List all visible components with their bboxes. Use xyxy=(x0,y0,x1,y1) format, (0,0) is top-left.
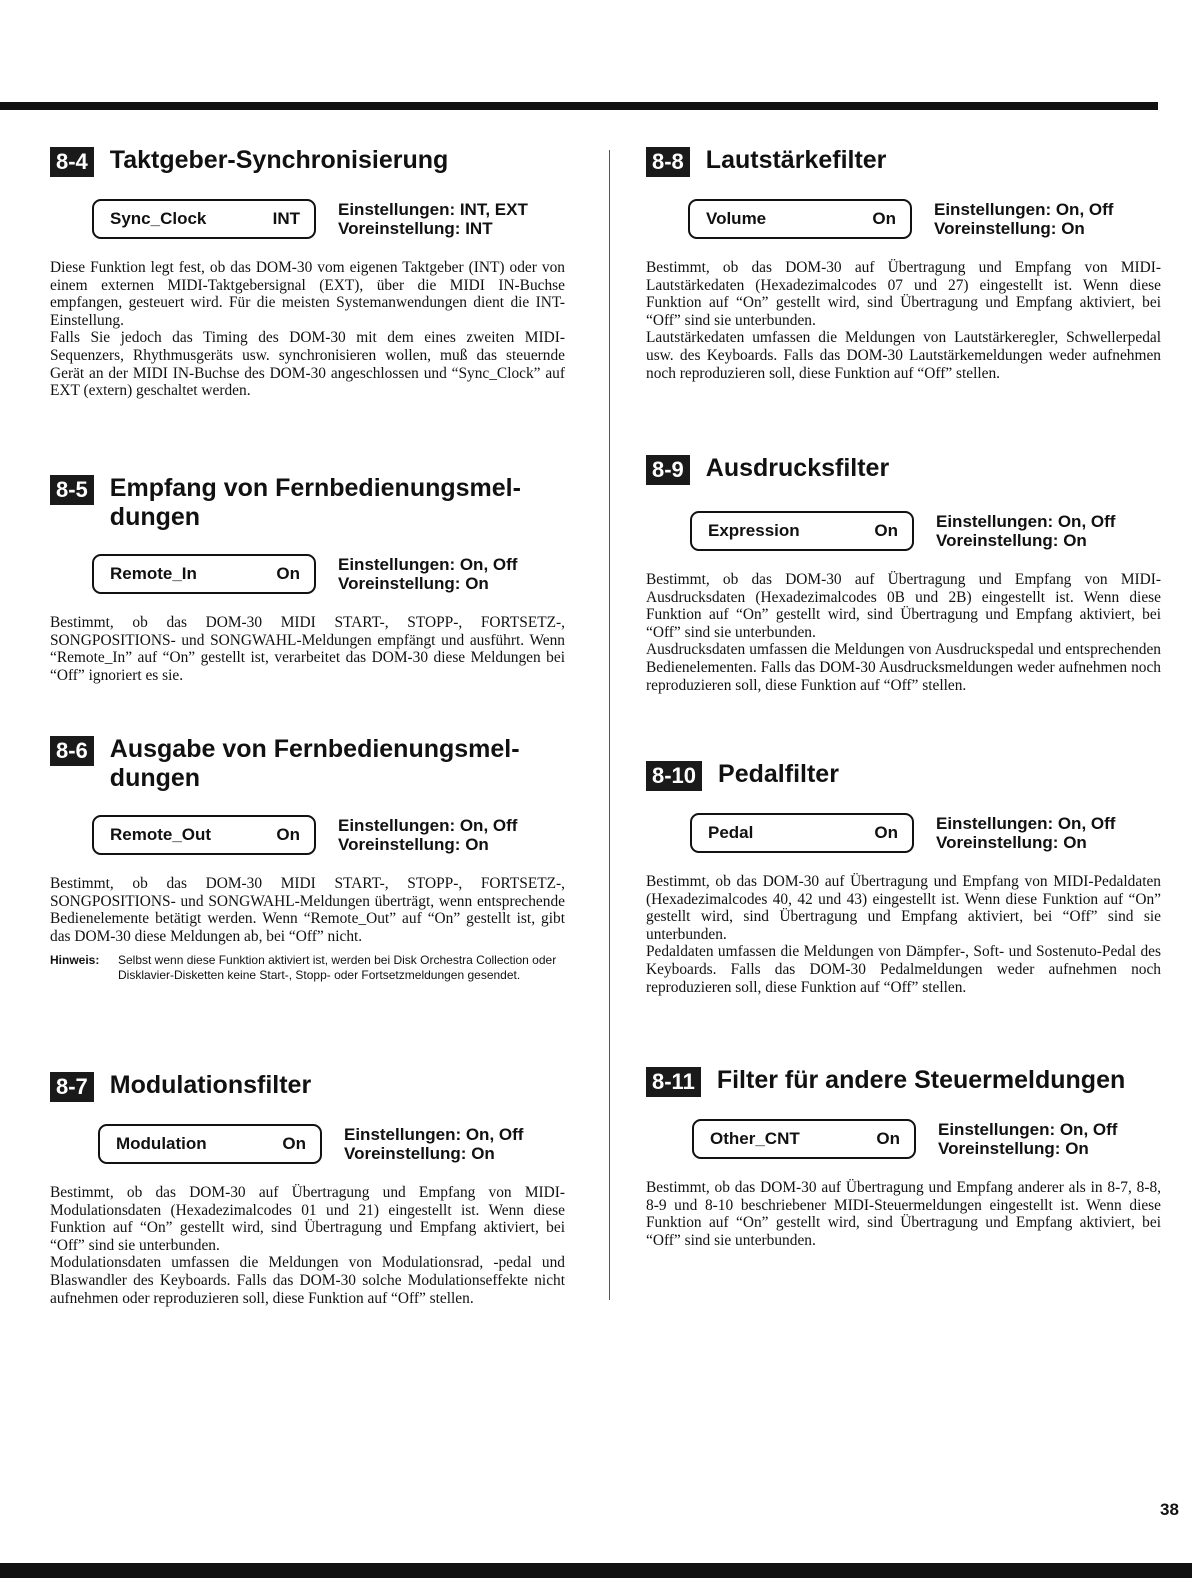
paragraph: Ausdrucksdaten umfassen die Meldungen von Ausdruckspedal und entsprechenden Bedienelementen. Falls das DOM-30 Ausdrucksmeldungen weder aufnehmen noch reproduzieren soll, diese Funktion auf “Off” stellen. xyxy=(646,641,1161,694)
setting-row xyxy=(92,815,565,855)
section-title: Ausgabe von Fernbedienungsmel- dungen xyxy=(109,735,520,792)
settings-info xyxy=(934,200,1113,238)
section-number-badge: 8-4 xyxy=(50,147,94,177)
lcd-value: On xyxy=(874,823,898,842)
bottom-rule xyxy=(0,1563,1192,1578)
section-body xyxy=(646,259,1161,382)
note-text: Selbst wenn diese Funktion aktiviert ist, werden bei Disk Orchestra Collection oder Disklavier-Disketten keine Start-, Stopp- oder Fortsetzmeldungen gesendet. xyxy=(118,953,557,983)
section-heading xyxy=(50,146,565,177)
lcd-parameter: Other_CNT xyxy=(710,1129,800,1148)
settings-options: Einstellungen: On, Off xyxy=(938,1120,1118,1139)
section-heading xyxy=(50,735,565,793)
settings-options: Einstellungen: On, Off xyxy=(338,555,518,574)
section-8-8 xyxy=(646,146,1161,382)
settings-options: Einstellungen: On, Off xyxy=(934,200,1114,219)
lcd-parameter: Remote_In xyxy=(110,564,197,583)
lcd-parameter: Remote_Out xyxy=(110,825,212,844)
setting-row xyxy=(92,554,565,594)
section-body xyxy=(50,875,565,945)
section-body xyxy=(50,614,565,684)
section-title: Filter für andere Steuermeldungen xyxy=(716,1066,1126,1094)
section-title: Taktgeber-Synchronisierung xyxy=(109,146,449,174)
setting-row xyxy=(98,1124,565,1164)
settings-options: Einstellungen: On, Off xyxy=(338,816,518,835)
section-8-6 xyxy=(50,735,565,983)
section-title: Empfang von Fernbedienungsmel- dungen xyxy=(109,474,521,531)
settings-info xyxy=(344,1125,523,1163)
paragraph: Diese Funktion legt fest, ob das DOM-30 vom eigenen Taktgeber (INT) oder von einem externen MIDI-Taktgebersignal (EXT), über die MIDI IN-Buchse empfangen, gesteuert wird. Für die meisten Systemanwendungen dient die INT-Einstellung. xyxy=(50,259,565,329)
section-heading xyxy=(50,1071,565,1102)
section-number-badge: 8-10 xyxy=(646,761,702,791)
section-title: Modulationsfilter xyxy=(109,1071,312,1099)
paragraph: Bestimmt, ob das DOM-30 MIDI START-, STOPP-, FORTSETZ-, SONGPOSITIONS- und SONGWAHL-Meldungen überträgt, wenn entsprechende Bedienelemente betätigt werden. Wenn “Remote_Out” auf “On” gestellt ist, gibt das DOM-30 diese Meldungen ab, bei “Off” nicht. xyxy=(50,875,565,945)
section-8-5 xyxy=(50,474,565,684)
section-8-11 xyxy=(646,1066,1161,1249)
paragraph: Bestimmt, ob das DOM-30 auf Übertragung und Empfang anderer als in 8-7, 8-8, 8-9 und 8-10 beschriebener MIDI-Steuermeldungen eingestellt ist. Wenn diese Funktion auf “On” gestellt wird, sind Übertragung und Empfang aktiviert, bei “Off” sind sie unterbunden. xyxy=(646,1179,1161,1249)
settings-options: Einstellungen: On, Off xyxy=(936,512,1116,531)
section-title: Pedalfilter xyxy=(718,760,839,788)
lcd-value: On xyxy=(276,825,300,844)
settings-info xyxy=(338,555,517,593)
section-heading xyxy=(50,474,565,532)
paragraph: Bestimmt, ob das DOM-30 auf Übertragung und Empfang von MIDI-Ausdrucksdaten (Hexadezimalcodes 0B und 2B) eingestellt ist. Wenn diese Funktion auf “On” gestellt wird, sind Übertragung und Empfang aktiviert, bei “Off” sind sie unterbunden. xyxy=(646,571,1161,641)
setting-row xyxy=(690,813,1161,853)
setting-row xyxy=(692,1119,1161,1159)
settings-options: Einstellungen: On, Off xyxy=(344,1125,524,1144)
default-setting: Voreinstellung: On xyxy=(936,833,1087,852)
section-8-10 xyxy=(646,760,1161,996)
settings-info xyxy=(338,200,528,238)
default-setting: Voreinstellung: On xyxy=(934,219,1085,238)
section-body xyxy=(646,571,1161,694)
paragraph: Falls Sie jedoch das Timing des DOM-30 mit dem eines zweiten MIDI-Sequenzers, Rhythmusgeräts usw. synchronisieren wollen, muß das steuernde Gerät an der MIDI IN-Buchse des DOM-30 angeschlossen und “Sync_Clock” auf EXT (extern) geschaltet werden. xyxy=(50,329,565,400)
default-setting: Voreinstellung: On xyxy=(338,574,489,593)
section-heading xyxy=(646,1066,1161,1097)
lcd-display xyxy=(690,813,914,853)
setting-row xyxy=(92,199,565,239)
lcd-parameter: Pedal xyxy=(708,823,754,842)
settings-info xyxy=(938,1120,1117,1158)
default-setting: Voreinstellung: On xyxy=(344,1144,495,1163)
section-number-badge: 8-6 xyxy=(50,736,94,766)
lcd-value: INT xyxy=(272,209,300,228)
section-8-7 xyxy=(50,1071,565,1307)
section-number-badge: 8-5 xyxy=(50,475,94,505)
lcd-display xyxy=(690,511,914,551)
section-body xyxy=(50,1184,565,1307)
lcd-display xyxy=(92,554,316,594)
section-8-4 xyxy=(50,146,565,400)
section-body xyxy=(50,259,565,400)
section-heading xyxy=(646,454,1161,485)
lcd-value: On xyxy=(874,521,898,540)
settings-info xyxy=(338,816,517,854)
lcd-parameter: Expression xyxy=(708,521,800,540)
lcd-parameter: Modulation xyxy=(116,1134,207,1153)
setting-row xyxy=(690,511,1161,551)
paragraph: Modulationsdaten umfassen die Meldungen von Modulationsrad, -pedal und Blaswandler des Keyboards. Falls das DOM-30 solche Modulationseffekte nicht aufnehmen oder reproduzieren soll, diese Funktion auf “Off” stellen. xyxy=(50,1254,565,1307)
settings-info xyxy=(936,814,1115,852)
lcd-display xyxy=(688,199,912,239)
note xyxy=(50,953,565,983)
section-8-9 xyxy=(646,454,1161,694)
lcd-display xyxy=(92,815,316,855)
lcd-parameter: Sync_Clock xyxy=(110,209,207,228)
lcd-parameter: Volume xyxy=(706,209,767,228)
section-body xyxy=(646,1179,1161,1249)
section-number-badge: 8-7 xyxy=(50,1072,94,1102)
default-setting: Voreinstellung: INT xyxy=(338,219,493,238)
lcd-display xyxy=(98,1124,322,1164)
section-number-badge: 8-8 xyxy=(646,147,690,177)
default-setting: Voreinstellung: On xyxy=(938,1139,1089,1158)
settings-options: Einstellungen: INT, EXT xyxy=(338,200,528,219)
lcd-display xyxy=(92,199,316,239)
lcd-value: On xyxy=(276,564,300,583)
section-heading xyxy=(646,146,1161,177)
lcd-value: On xyxy=(872,209,896,228)
paragraph: Bestimmt, ob das DOM-30 auf Übertragung und Empfang von MIDI-Pedaldaten (Hexadezimalcodes 40, 42 und 43) eingestellt ist. Wenn diese Funktion auf “On” gestellt wird, sind Übertragung und Empfang aktiviert, bei “Off” sind sie unterbunden. xyxy=(646,873,1161,943)
paragraph: Bestimmt, ob das DOM-30 MIDI START-, STOPP-, FORTSETZ-, SONGPOSITIONS- und SONGWAHL-Meldungen empfängt und ausführt. Wenn “Remote_In” auf “On” gestellt ist, verarbeitet das DOM-30 diese Meldungen bei “Off” ignoriert es sie. xyxy=(50,614,565,684)
section-title: Ausdrucksfilter xyxy=(705,454,890,482)
settings-info xyxy=(936,512,1115,550)
default-setting: Voreinstellung: On xyxy=(936,531,1087,550)
lcd-display xyxy=(692,1119,916,1159)
section-number-badge: 8-9 xyxy=(646,455,690,485)
lcd-value: On xyxy=(282,1134,306,1153)
settings-options: Einstellungen: On, Off xyxy=(936,814,1116,833)
top-rule xyxy=(0,102,1158,110)
section-number-badge: 8-11 xyxy=(646,1067,701,1097)
paragraph: Bestimmt, ob das DOM-30 auf Übertragung und Empfang von MIDI-Modulationsdaten (Hexadezimalcodes 01 und 21) eingestellt ist. Wenn diese Funktion auf “On” gestellt wird, sind Übertragung und Empfang aktiviert, bei “Off” sind sie unterbunden. xyxy=(50,1184,565,1254)
setting-row xyxy=(688,199,1161,239)
section-title: Lautstärkefilter xyxy=(705,146,887,174)
note-label: Hinweis: xyxy=(50,953,100,968)
paragraph: Bestimmt, ob das DOM-30 auf Übertragung und Empfang von MIDI-Lautstärkedaten (Hexadezimalcodes 07 und 27) eingestellt ist. Wenn diese Funktion auf “On” gestellt wird, sind Übertragung und Empfang aktiviert, bei “Off” sind sie unterbunden. xyxy=(646,259,1161,329)
paragraph: Pedaldaten umfassen die Meldungen von Dämpfer-, Soft- und Sostenuto-Pedal des Keyboards. Falls das DOM-30 Pedalmeldungen weder aufnehmen noch reproduzieren soll, diese Funktion auf “Off” stellen. xyxy=(646,943,1161,996)
lcd-value: On xyxy=(876,1129,900,1148)
section-body xyxy=(646,873,1161,996)
section-heading xyxy=(646,760,1161,791)
paragraph: Lautstärkedaten umfassen die Meldungen von Lautstärkeregler, Schwellerpedal usw. des Keyboards. Falls das DOM-30 Lautstärkemeldungen weder aufnehmen noch reproduzieren soll, diese Funktion auf “Off” stellen. xyxy=(646,329,1161,382)
default-setting: Voreinstellung: On xyxy=(338,835,489,854)
page-number: 38 xyxy=(1160,1500,1179,1519)
column-divider xyxy=(609,150,610,1300)
